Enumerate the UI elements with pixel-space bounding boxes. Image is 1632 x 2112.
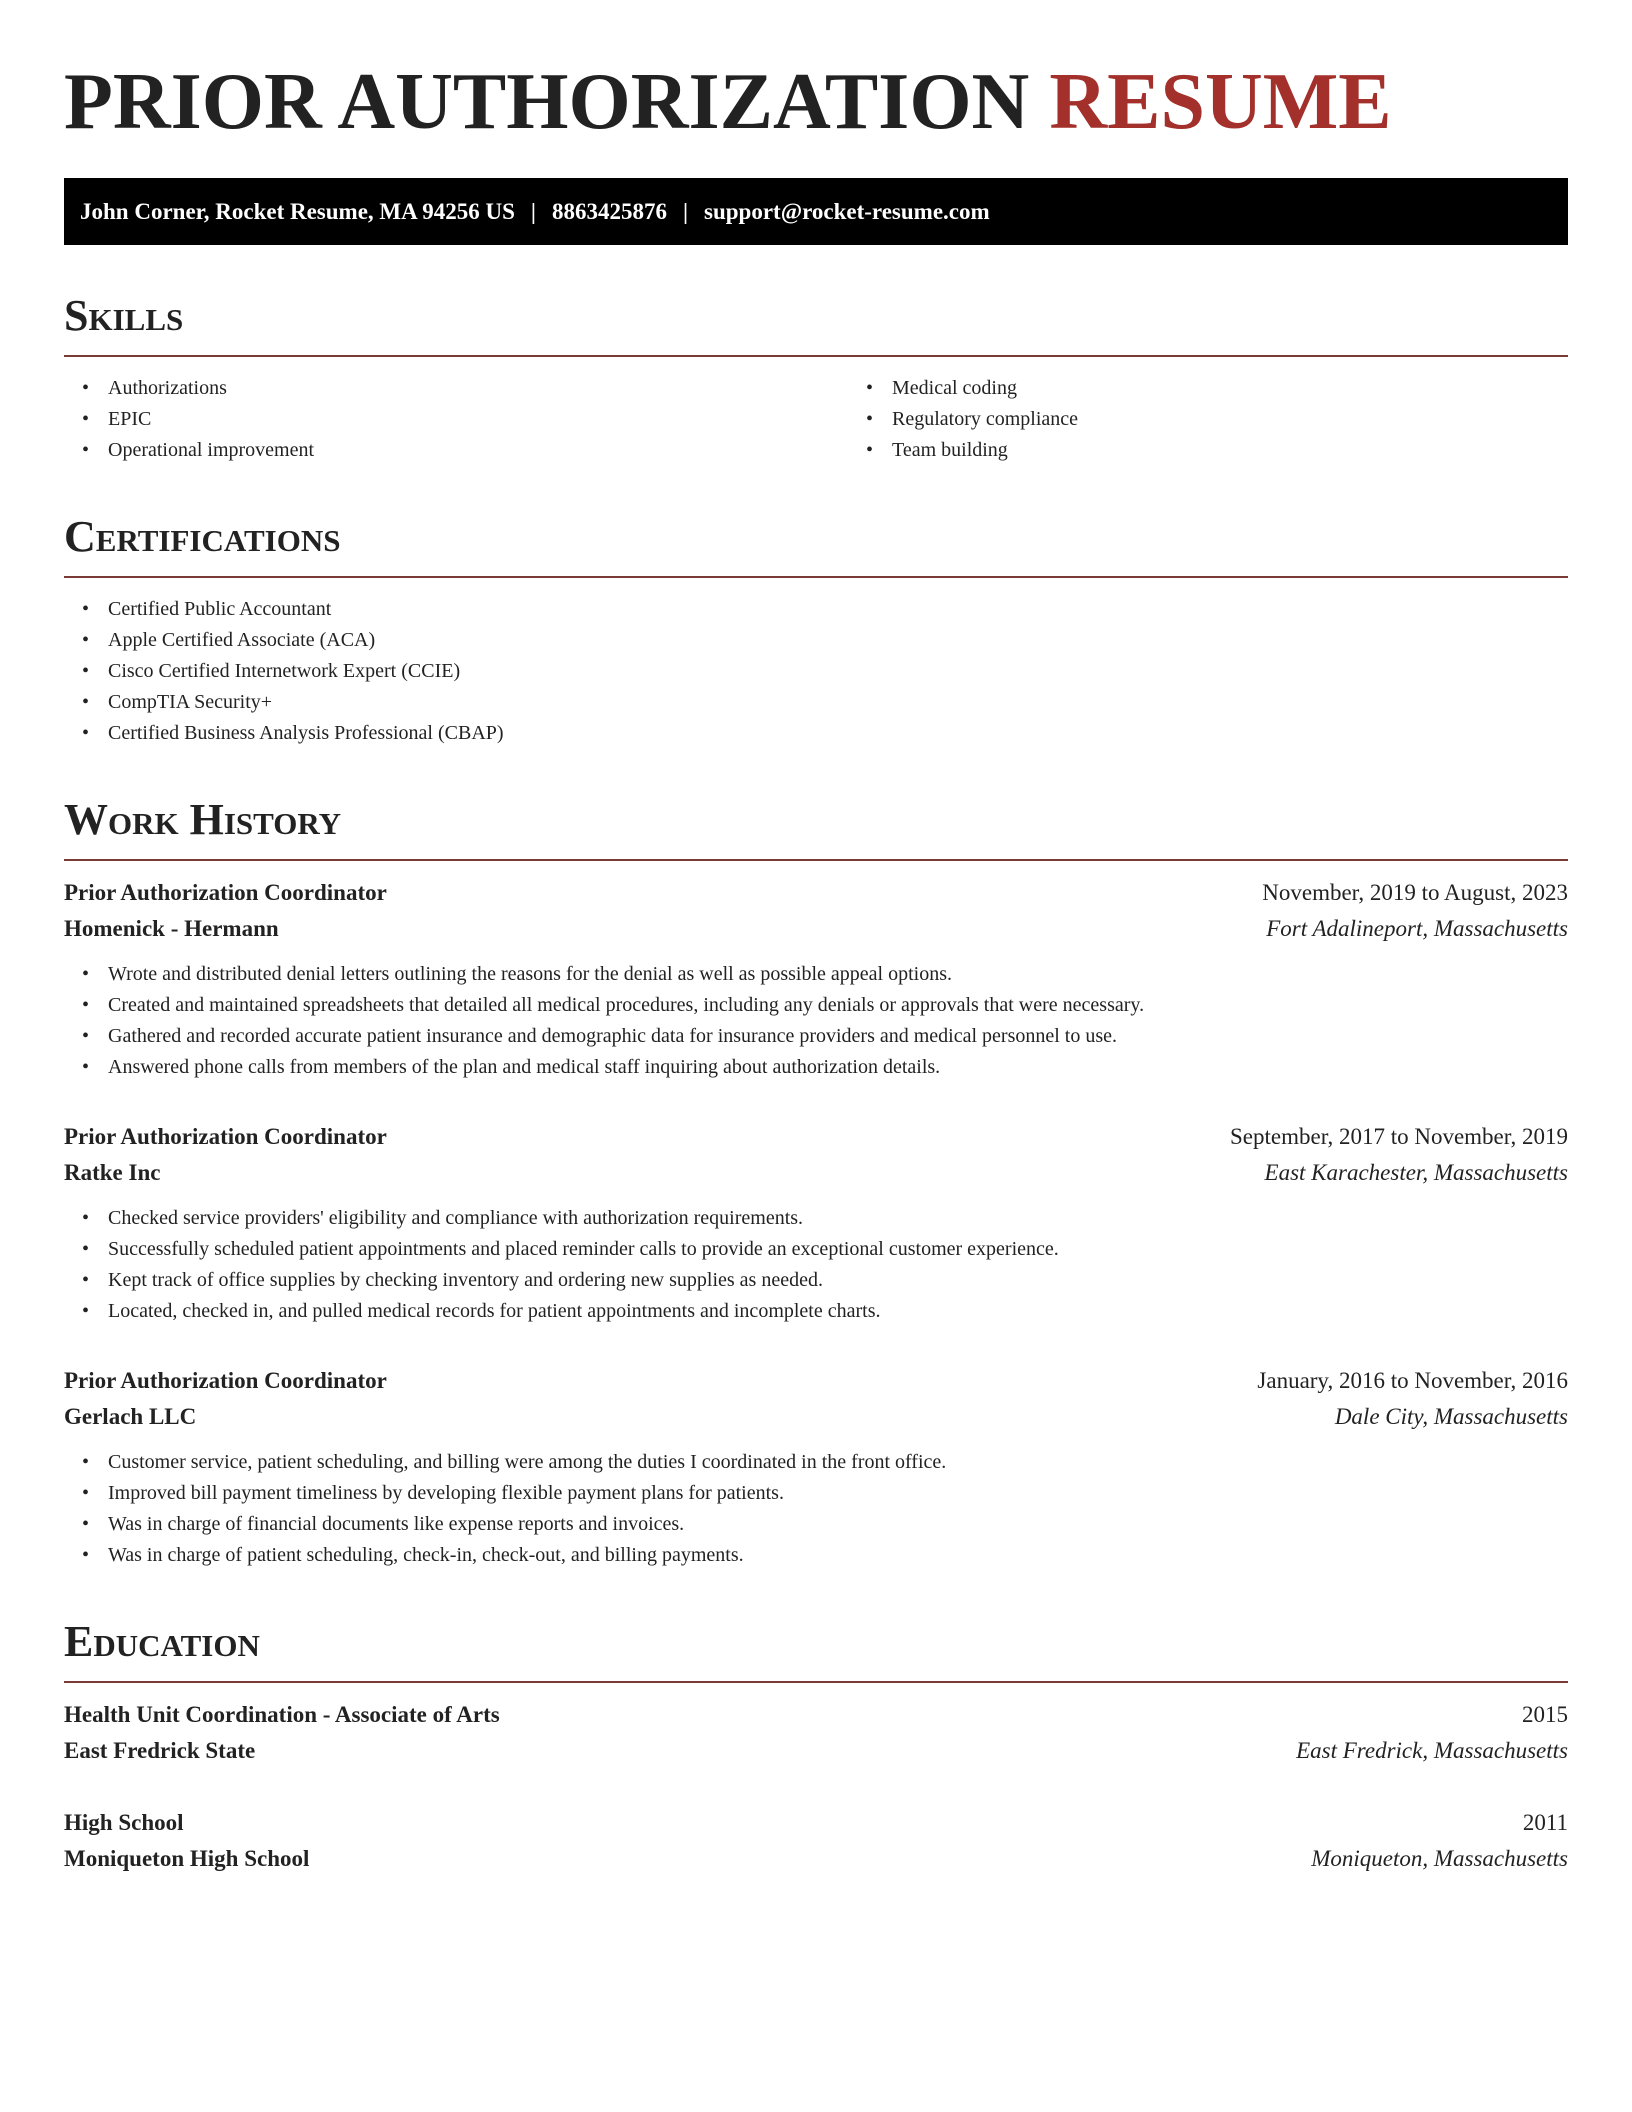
certification-item: • Apple Certified Associate (ACA): [108, 625, 1568, 656]
job-duty: • Was in charge of financial documents like expense reports and invoices.: [108, 1509, 1568, 1540]
work-history-heading: Work History: [64, 793, 1568, 861]
skills-column-1: [64, 373, 848, 466]
job-duty: • Improved bill payment timeliness by developing flexible payment plans for patients.: [108, 1478, 1568, 1509]
contact-bar: [64, 178, 1568, 245]
contact-phone: 8863425876: [551, 198, 667, 224]
certification-item: • CompTIA Security+: [108, 687, 1568, 718]
job-location: East Karachester, Massachusetts: [1264, 1160, 1568, 1185]
education-section: [64, 1615, 1568, 1877]
education-school: Moniqueton High School: [64, 1846, 310, 1871]
education-year: 2015: [1522, 1702, 1568, 1727]
job-duty: • Answered phone calls from members of the plan and medical staff inquiring about authorization details.: [108, 1052, 1568, 1083]
job-location: Fort Adalineport, Massachusetts: [1266, 916, 1568, 941]
skill-item: • EPIC: [108, 404, 848, 435]
certification-item: • Certified Public Accountant: [108, 594, 1568, 625]
title-main: PRIOR AUTHORIZATION: [64, 58, 1030, 146]
education-degree: Health Unit Coordination - Associate of Arts: [64, 1702, 500, 1727]
certifications-list: [64, 594, 1568, 749]
job-duty: • Checked service providers' eligibility and compliance with authorization requirements.: [108, 1203, 1568, 1234]
job-entry: [64, 1363, 1568, 1571]
job-duty: • Kept track of office supplies by checking inventory and ordering new supplies as needed.: [108, 1265, 1568, 1296]
job-duty: • Customer service, patient scheduling, and billing were among the duties I coordinated in the front office.: [108, 1447, 1568, 1478]
education-degree: High School: [64, 1810, 184, 1835]
job-duty: • Created and maintained spreadsheets that detailed all medical procedures, including any denials or approvals that were necessary.: [108, 990, 1568, 1021]
job-dates: September, 2017 to November, 2019: [1230, 1124, 1568, 1149]
job-duties: [64, 959, 1568, 1083]
job-duty: • Successfully scheduled patient appointments and placed reminder calls to provide an exceptional customer experience.: [108, 1234, 1568, 1265]
skills-column-2: [848, 373, 1632, 466]
education-heading: Education: [64, 1615, 1568, 1683]
job-duty: • Wrote and distributed denial letters outlining the reasons for the denial as well as possible appeal options.: [108, 959, 1568, 990]
certifications-section: [64, 510, 1568, 749]
education-school: East Fredrick State: [64, 1738, 256, 1763]
job-duties: [64, 1203, 1568, 1327]
skills-grid: [64, 357, 1568, 466]
education-year: 2011: [1522, 1810, 1568, 1835]
education-location: East Fredrick, Massachusetts: [1296, 1738, 1568, 1763]
certifications-heading: Certifications: [64, 510, 1568, 578]
certification-item: • Certified Business Analysis Professional (CBAP): [108, 718, 1568, 749]
job-dates: November, 2019 to August, 2023: [1262, 880, 1568, 905]
skill-item: • Authorizations: [108, 373, 848, 404]
job-duties: [64, 1447, 1568, 1571]
work-history-section: [64, 793, 1568, 1571]
job-title: Prior Authorization Coordinator: [64, 880, 387, 905]
education-location: Moniqueton, Massachusetts: [1311, 1846, 1568, 1871]
job-company: Gerlach LLC: [64, 1404, 197, 1429]
contact-address: John Corner, Rocket Resume, MA 94256 US: [80, 198, 515, 224]
education-entry: [64, 1697, 1568, 1769]
skills-heading: Skills: [64, 289, 1568, 357]
job-duty: • Was in charge of patient scheduling, check-in, check-out, and billing payments.: [108, 1540, 1568, 1571]
contact-separator: |: [682, 198, 689, 224]
skill-item: • Operational improvement: [108, 435, 848, 466]
contact-email: support@rocket-resume.com: [704, 198, 990, 224]
resume-title: [64, 56, 1568, 148]
contact-separator: |: [530, 198, 536, 224]
job-entry: [64, 1119, 1568, 1327]
job-title: Prior Authorization Coordinator: [64, 1124, 387, 1149]
skill-item: • Regulatory compliance: [892, 404, 1632, 435]
skill-item: • Medical coding: [892, 373, 1632, 404]
job-entry: [64, 875, 1568, 1083]
skills-section: [64, 289, 1568, 466]
certification-item: • Cisco Certified Internetwork Expert (CCIE): [108, 656, 1568, 687]
skill-item: • Team building: [892, 435, 1632, 466]
job-duty: • Gathered and recorded accurate patient insurance and demographic data for insurance providers and medical personnel to use.: [108, 1021, 1568, 1052]
job-company: Homenick - Hermann: [64, 916, 279, 941]
job-location: Dale City, Massachusetts: [1334, 1404, 1568, 1429]
job-company: Ratke Inc: [64, 1160, 161, 1185]
title-accent: RESUME: [1049, 58, 1392, 146]
education-entry: [64, 1805, 1568, 1877]
job-dates: January, 2016 to November, 2016: [1257, 1368, 1568, 1393]
job-duty: • Located, checked in, and pulled medical records for patient appointments and incomplete charts.: [108, 1296, 1568, 1327]
job-title: Prior Authorization Coordinator: [64, 1368, 387, 1393]
